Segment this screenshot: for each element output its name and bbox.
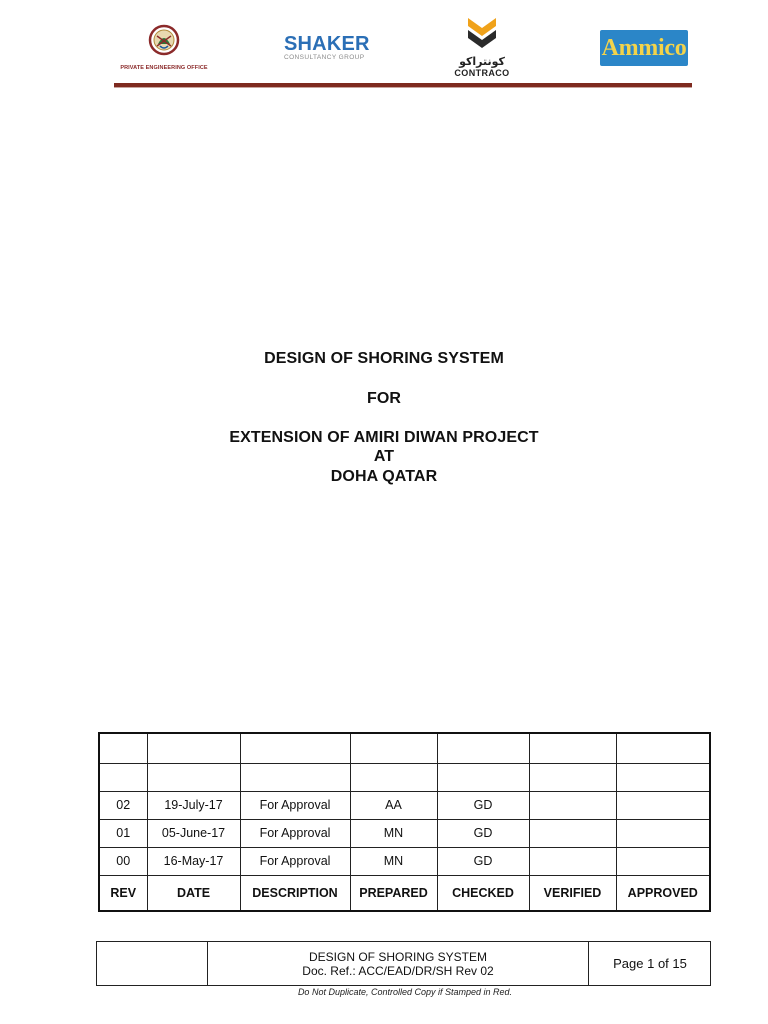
shaker-logo-name: SHAKER xyxy=(284,33,370,55)
footer-note: Do Not Duplicate, Controlled Copy if Stamped in Red. xyxy=(297,987,513,997)
description-cell: For Approval xyxy=(240,791,350,819)
date-cell: 19-July-17 xyxy=(147,791,240,819)
revision-table xyxy=(98,732,711,912)
header-divider-shadow xyxy=(114,87,692,88)
contraco-logo xyxy=(442,16,522,78)
table-cell xyxy=(147,733,240,763)
checked-cell: GD xyxy=(437,791,529,819)
column-header-rev: REV xyxy=(99,875,147,911)
table-row xyxy=(99,791,710,819)
contraco-chevron-icon xyxy=(462,16,502,50)
ammico-logo xyxy=(600,30,688,66)
date-cell: 05-June-17 xyxy=(147,819,240,847)
shaker-logo-subtitle: CONSULTANCY GROUP xyxy=(284,54,365,61)
prepared-cell: MN xyxy=(350,819,437,847)
rev-cell: 00 xyxy=(99,847,147,875)
rev-cell: 01 xyxy=(99,819,147,847)
page-footer xyxy=(96,941,711,986)
table-cell xyxy=(99,763,147,791)
table-cell xyxy=(616,763,710,791)
shaker-logo xyxy=(284,34,394,68)
approved-cell xyxy=(616,791,710,819)
table-cell xyxy=(147,763,240,791)
prepared-cell: MN xyxy=(350,847,437,875)
column-header-approved: APPROVED xyxy=(616,875,710,911)
table-cell xyxy=(99,733,147,763)
table-row xyxy=(99,763,710,791)
description-cell: For Approval xyxy=(240,847,350,875)
contraco-logo-name: CONTRACO xyxy=(454,68,510,78)
prepared-cell: AA xyxy=(350,791,437,819)
project-location: DOHA QATAR xyxy=(330,468,438,485)
title-at: AT xyxy=(373,448,395,465)
approved-cell xyxy=(616,819,710,847)
table-cell xyxy=(240,733,350,763)
column-header-description: DESCRIPTION xyxy=(240,875,350,911)
project-name: EXTENSION OF AMIRI DIWAN PROJECT xyxy=(229,429,539,446)
table-row xyxy=(99,819,710,847)
footer-doc-info xyxy=(208,942,589,985)
table-header-row xyxy=(99,875,710,911)
table-cell xyxy=(350,763,437,791)
qatar-emblem-caption: PRIVATE ENGINEERING OFFICE xyxy=(120,65,208,71)
table-cell xyxy=(437,763,529,791)
qatar-emblem-icon xyxy=(146,24,182,58)
checked-cell: GD xyxy=(437,819,529,847)
page-number: Page 1 of 15 xyxy=(613,956,687,971)
footer-doc-title: DESIGN OF SHORING SYSTEM xyxy=(308,950,488,964)
qatar-emblem-logo xyxy=(114,24,214,72)
description-cell: For Approval xyxy=(240,819,350,847)
column-header-checked: CHECKED xyxy=(437,875,529,911)
table-row xyxy=(99,733,710,763)
table-cell xyxy=(529,763,616,791)
column-header-prepared: PREPARED xyxy=(350,875,437,911)
checked-cell: GD xyxy=(437,847,529,875)
title-for: FOR xyxy=(366,390,402,407)
verified-cell xyxy=(529,791,616,819)
approved-cell xyxy=(616,847,710,875)
verified-cell xyxy=(529,847,616,875)
table-row xyxy=(99,847,710,875)
table-cell xyxy=(240,763,350,791)
table-cell xyxy=(529,733,616,763)
table-cell xyxy=(350,733,437,763)
contraco-arabic-name: كونتراكو xyxy=(459,55,505,68)
ammico-logo-name: Ammico xyxy=(601,35,687,61)
document-title: DESIGN OF SHORING SYSTEM xyxy=(264,350,504,367)
footer-doc-ref: Doc. Ref.: ACC/EAD/DR/SH Rev 02 xyxy=(302,964,494,978)
column-header-verified: VERIFIED xyxy=(529,875,616,911)
column-header-date: DATE xyxy=(147,875,240,911)
table-cell xyxy=(616,733,710,763)
footer-blank-cell xyxy=(97,942,208,985)
date-cell: 16-May-17 xyxy=(147,847,240,875)
rev-cell: 02 xyxy=(99,791,147,819)
verified-cell xyxy=(529,819,616,847)
table-cell xyxy=(437,733,529,763)
